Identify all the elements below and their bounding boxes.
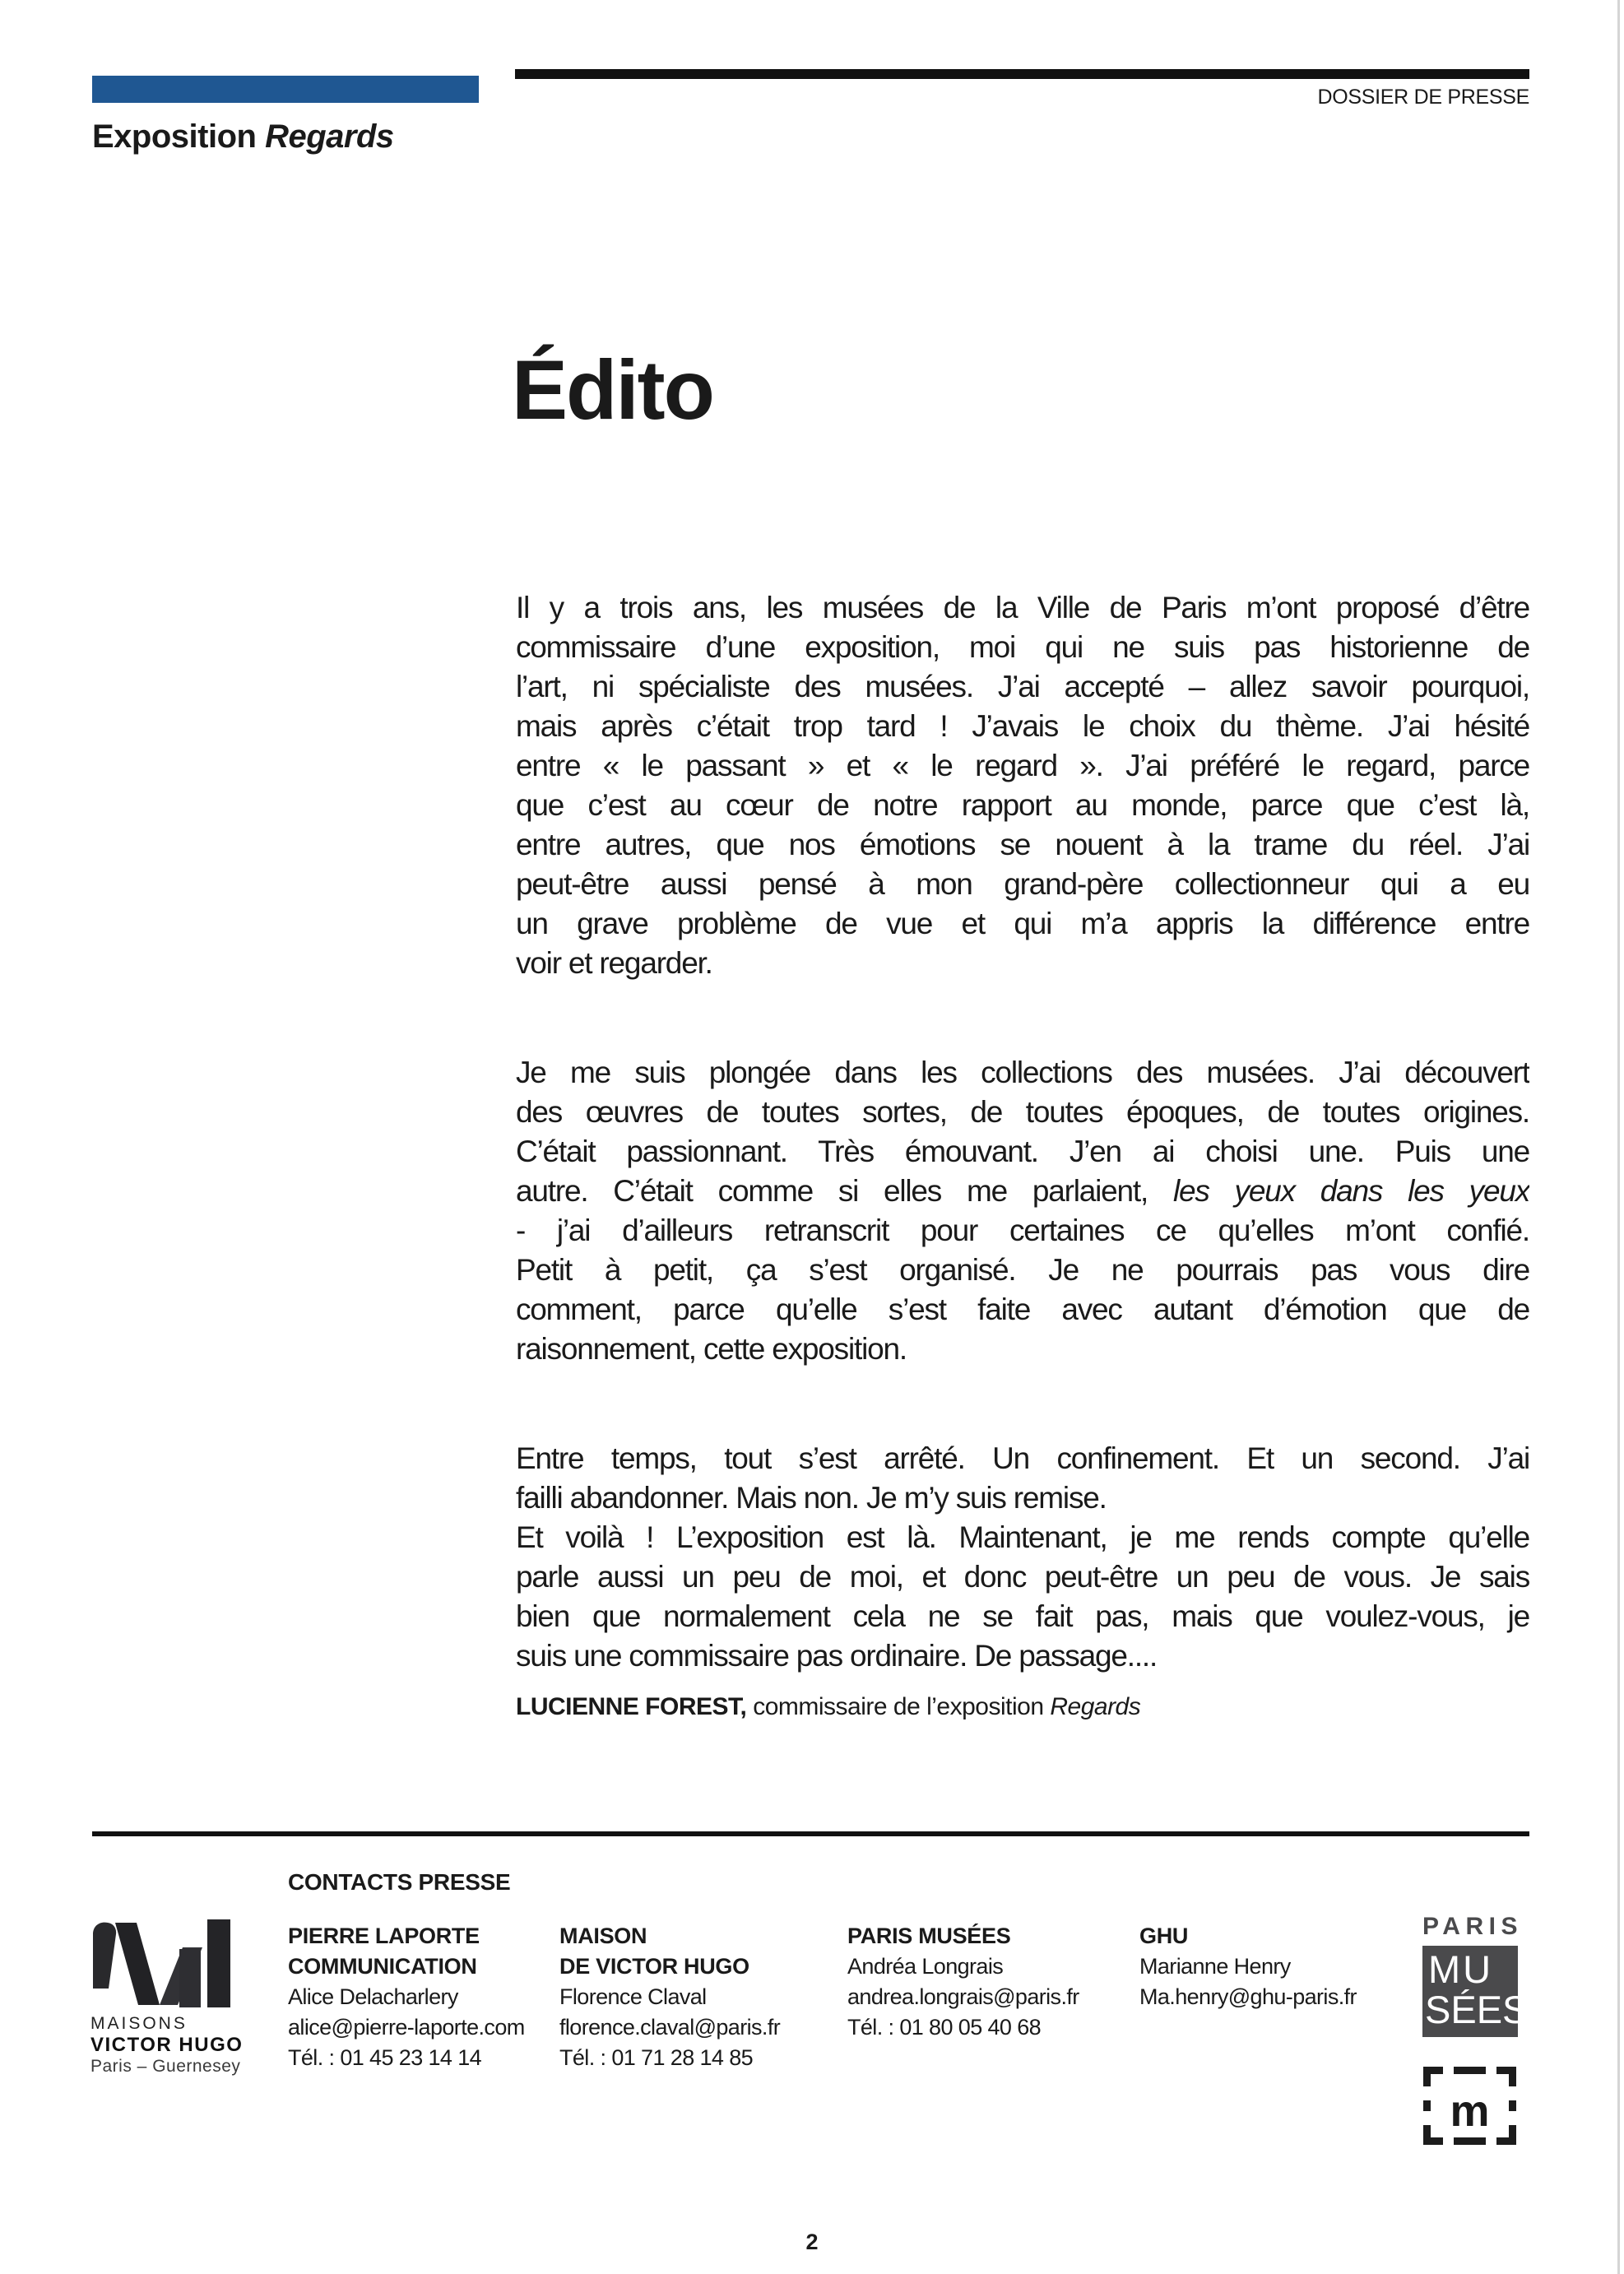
text-segment: comment, parce qu’elle s’est faite avec autant d’émotion que de — [516, 1292, 1529, 1326]
text-segment: des œuvres de toutes sortes, de toutes époques, de toutes origines. — [516, 1095, 1529, 1129]
text-line — [516, 944, 1529, 983]
text-line — [516, 1132, 1529, 1172]
contact-column-2 — [559, 1921, 847, 2073]
text-line — [516, 588, 1529, 628]
contact-detail: Florence Claval — [559, 1984, 707, 2009]
text-line — [516, 1478, 1529, 1518]
contact-column-3 — [847, 1921, 1139, 2073]
text-segment: Exposition — [92, 118, 266, 155]
text-segment: raisonnement, cette exposition. — [516, 1332, 907, 1366]
footer-rule — [92, 1831, 1529, 1836]
contact-detail: Ma.henry@ghu-paris.fr — [1139, 1984, 1357, 2009]
text-line — [516, 1053, 1529, 1093]
text-segment: bien que normalement cela ne se fait pas, mais que voulez-vous, je — [516, 1599, 1529, 1633]
text-segment: autre. C’était comme si elles me parlaient, — [516, 1174, 1173, 1208]
text-line — [516, 667, 1529, 707]
text-segment: Entre temps, tout s’est arrêté. Un confinement. Et un second. J’ai — [516, 1441, 1529, 1475]
text-segment: mais après c’était trop tard ! J’avais le choix du thème. J’ai hésité — [516, 709, 1529, 743]
paragraph — [516, 1053, 1529, 1369]
text-segment: Petit à petit, ça s’est organisé. Je ne pourrais pas vous dire — [516, 1253, 1529, 1287]
text-segment: commissaire de l’exposition — [746, 1693, 1051, 1720]
contact-detail: Andréa Longrais — [847, 1954, 1004, 1979]
maisons-victor-hugo-logo — [90, 1919, 247, 2077]
paris-musees-logo-box — [1422, 1946, 1529, 2037]
vh-logo-line-victor-hugo: VICTOR HUGO — [90, 2034, 244, 2056]
contact-org-title: MAISON — [559, 1924, 647, 1948]
text-segment: un grave problème de vue et qui m’a appris la différence entre — [516, 907, 1529, 940]
contact-org-title: DE VICTOR HUGO — [559, 1954, 749, 1979]
text-segment: Regards — [265, 118, 394, 155]
text-line — [516, 1251, 1529, 1290]
dossier-de-presse-label: DOSSIER DE PRESSE — [1317, 86, 1529, 109]
contact-detail: Tél. : 01 45 23 14 14 — [288, 2045, 482, 2070]
contact-detail: Alice Delacharlery — [288, 1984, 458, 2009]
text-segment: Il y a trois ans, les musées de la Ville de Paris m’ont proposé d’être — [516, 591, 1529, 624]
signature-line — [516, 1693, 1140, 1721]
vh-logo-line-paris-guernesey: Paris – Guernesey — [90, 2057, 241, 2076]
contact-column-4 — [1139, 1921, 1386, 2073]
text-segment: voir et regarder. — [516, 946, 712, 980]
text-line — [516, 786, 1529, 825]
text-segment: C’était passionnant. Très émouvant. J’en ai choisi une. Puis une — [516, 1135, 1529, 1168]
svg-text:m: m — [1450, 2086, 1490, 2136]
text-line — [516, 628, 1529, 667]
page-header-title — [92, 118, 394, 155]
contact-detail: Tél. : 01 80 05 40 68 — [847, 2015, 1042, 2040]
text-line — [516, 707, 1529, 746]
text-line — [516, 1439, 1529, 1478]
text-line — [516, 904, 1529, 944]
contact-detail: Marianne Henry — [1139, 1954, 1291, 1979]
text-segment: parle aussi un peu de moi, et donc peut-être un peu de vous. Je sais — [516, 1560, 1529, 1594]
contact-detail: florence.claval@paris.fr — [559, 2015, 781, 2040]
text-segment: commissaire d’une exposition, moi qui ne suis pas historienne de — [516, 630, 1529, 664]
text-line — [516, 1172, 1529, 1211]
contact-detail: Tél. : 01 71 28 14 85 — [559, 2045, 754, 2070]
m-bracket-icon — [1423, 2067, 1516, 2145]
text-segment: peut-être aussi pensé à mon grand-père collectionneur qui a eu — [516, 867, 1529, 901]
contact-detail: alice@pierre-laporte.com — [288, 2015, 525, 2040]
text-line — [516, 1557, 1529, 1597]
text-line — [516, 825, 1529, 865]
text-line — [516, 1211, 1529, 1251]
paris-musees-logo-sees: SÉES — [1425, 1988, 1529, 2031]
contact-org-title: COMMUNICATION — [288, 1954, 477, 1979]
text-segment: LUCIENNE FOREST, — [516, 1693, 747, 1720]
contact-column-1 — [288, 1921, 559, 2073]
contact-detail: andrea.longrais@paris.fr — [847, 1984, 1079, 2009]
text-line — [516, 1518, 1529, 1557]
contacts-heading: CONTACTS PRESSE — [288, 1869, 511, 1895]
vh-monogram-icon — [90, 1919, 233, 2007]
text-segment: l’art, ni spécialiste des musées. J’ai accepté – allez savoir pourquoi, — [516, 670, 1529, 703]
text-line — [516, 1290, 1529, 1330]
paragraph — [516, 588, 1529, 983]
text-segment: - j’ai d’ailleurs retranscrit pour certaines ce qu’elles m’ont confié. — [516, 1214, 1529, 1247]
text-line — [516, 1597, 1529, 1636]
text-segment: entre « le passant » et « le regard ». J’ai préféré le regard, parce — [516, 749, 1529, 782]
contact-columns — [288, 1921, 1386, 2073]
page-number: 2 — [805, 2230, 819, 2254]
text-segment: failli abandonner. Mais non. Je m’y suis remise. — [516, 1481, 1107, 1515]
text-line — [516, 746, 1529, 786]
text-line — [516, 1330, 1529, 1369]
paris-musees-logo — [1422, 1913, 1529, 2037]
vh-logo-line-maisons: MAISONS — [90, 2014, 188, 2033]
paris-musees-logo-mu: MU — [1428, 1947, 1494, 1991]
text-line — [516, 1636, 1529, 1676]
text-segment: Regards — [1050, 1693, 1141, 1720]
page-edge-line — [1617, 0, 1620, 2274]
text-segment: que c’est au cœur de notre rapport au monde, parce que c’est là, — [516, 788, 1529, 822]
contact-org-title: GHU — [1139, 1924, 1189, 1948]
text-segment: entre autres, que nos émotions se nouent à la trame du réel. J’ai — [516, 828, 1529, 861]
article-title: Édito — [512, 343, 713, 437]
paris-musees-logo-paris: PARIS — [1422, 1913, 1523, 1940]
text-line — [516, 1093, 1529, 1132]
header-rule — [515, 69, 1529, 79]
text-line — [516, 865, 1529, 904]
paragraph — [516, 1439, 1529, 1676]
text-segment: Et voilà ! L’exposition est là. Maintenant, je me rends compte qu’elle — [516, 1520, 1529, 1554]
contact-org-title: PARIS MUSÉES — [847, 1924, 1011, 1948]
accent-bar — [92, 76, 479, 103]
text-segment: les yeux dans les yeux — [1172, 1174, 1529, 1208]
contact-org-title: PIERRE LAPORTE — [288, 1924, 480, 1948]
text-segment: Je me suis plongée dans les collections des musées. J’ai découvert — [516, 1056, 1529, 1089]
text-segment: suis une commissaire pas ordinaire. De passage.... — [516, 1639, 1158, 1673]
article-body — [516, 588, 1529, 1746]
m-bracket-logo — [1423, 2067, 1516, 2149]
